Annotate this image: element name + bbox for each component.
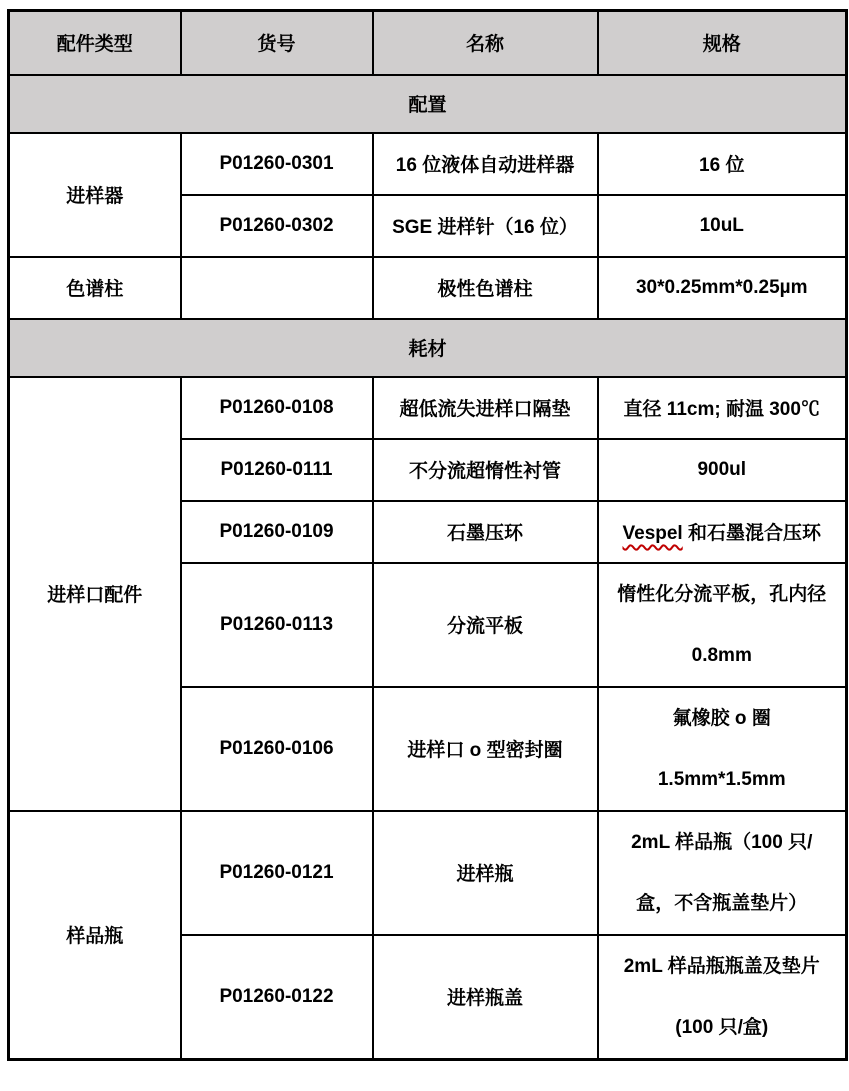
cell-spec: 30*0.25mm*0.25µm bbox=[598, 257, 847, 319]
table-row bbox=[9, 133, 847, 195]
section-row-consumables bbox=[9, 319, 847, 377]
spec-word-misspelled: Vespel bbox=[622, 523, 683, 544]
cell-code: P01260-0301 bbox=[181, 133, 373, 195]
cell-spec bbox=[598, 687, 847, 811]
cell-code-empty bbox=[181, 257, 373, 319]
table-row bbox=[9, 377, 847, 439]
table-row bbox=[9, 257, 847, 319]
cell-code: P01260-0108 bbox=[181, 377, 373, 439]
col-header-name: 名称 bbox=[373, 11, 598, 75]
cell-spec: 直径 11cm; 耐温 300℃ bbox=[598, 377, 847, 439]
cell-spec bbox=[598, 935, 847, 1060]
spec-line: 1.5mm*1.5mm bbox=[657, 768, 786, 790]
cell-name: 进样瓶盖 bbox=[373, 935, 598, 1060]
cell-spec: 16 位 bbox=[598, 133, 847, 195]
table-header-row bbox=[9, 11, 847, 75]
cell-code: P01260-0302 bbox=[181, 195, 373, 257]
cell-code: P01260-0122 bbox=[181, 935, 373, 1060]
cell-spec bbox=[598, 563, 847, 687]
spec-line: 氟橡胶 o 圈 bbox=[672, 707, 771, 729]
cell-name: 分流平板 bbox=[373, 563, 598, 687]
spec-line: 惰性化分流平板，孔内径 bbox=[617, 583, 827, 605]
cell-name: 进样口 o 型密封圈 bbox=[373, 687, 598, 811]
cell-name: 石墨压环 bbox=[373, 501, 598, 563]
section-row-configuration bbox=[9, 75, 847, 133]
cell-code: P01260-0113 bbox=[181, 563, 373, 687]
spec-line: 盒，不含瓶盖垫片） bbox=[636, 892, 808, 914]
cell-name: 进样瓶 bbox=[373, 811, 598, 935]
spec-line: 0.8mm bbox=[691, 644, 752, 666]
table-row bbox=[9, 811, 847, 935]
section-title-consumables: 耗材 bbox=[9, 319, 847, 377]
cell-type-inlet-parts: 进样口配件 bbox=[9, 377, 181, 811]
cell-name: 极性色谱柱 bbox=[373, 257, 598, 319]
cell-name: 不分流超惰性衬管 bbox=[373, 439, 598, 501]
cell-code: P01260-0121 bbox=[181, 811, 373, 935]
section-title-configuration: 配置 bbox=[9, 75, 847, 133]
col-header-accessory-type: 配件类型 bbox=[9, 11, 181, 75]
spec-line: 2mL 样品瓶（100 只/ bbox=[631, 831, 813, 853]
cell-spec: 900ul bbox=[598, 439, 847, 501]
cell-type-sample-vial: 样品瓶 bbox=[9, 811, 181, 1060]
cell-code: P01260-0111 bbox=[181, 439, 373, 501]
spec-line: (100 只/盒) bbox=[675, 1016, 769, 1038]
spec-rest: 和石墨混合压环 bbox=[682, 523, 821, 544]
cell-type-sampler: 进样器 bbox=[9, 133, 181, 257]
accessories-table bbox=[7, 9, 848, 1061]
cell-spec: 10uL bbox=[598, 195, 847, 257]
cell-type-column: 色谱柱 bbox=[9, 257, 181, 319]
cell-name: SGE 进样针（16 位） bbox=[373, 195, 598, 257]
cell-spec bbox=[598, 501, 847, 563]
spec-line: 2mL 样品瓶瓶盖及垫片 bbox=[623, 955, 820, 977]
col-header-spec: 规格 bbox=[598, 11, 847, 75]
col-header-part-number: 货号 bbox=[181, 11, 373, 75]
cell-name: 超低流失进样口隔垫 bbox=[373, 377, 598, 439]
cell-code: P01260-0109 bbox=[181, 501, 373, 563]
cell-spec bbox=[598, 811, 847, 935]
cell-code: P01260-0106 bbox=[181, 687, 373, 811]
cell-name: 16 位液体自动进样器 bbox=[373, 133, 598, 195]
